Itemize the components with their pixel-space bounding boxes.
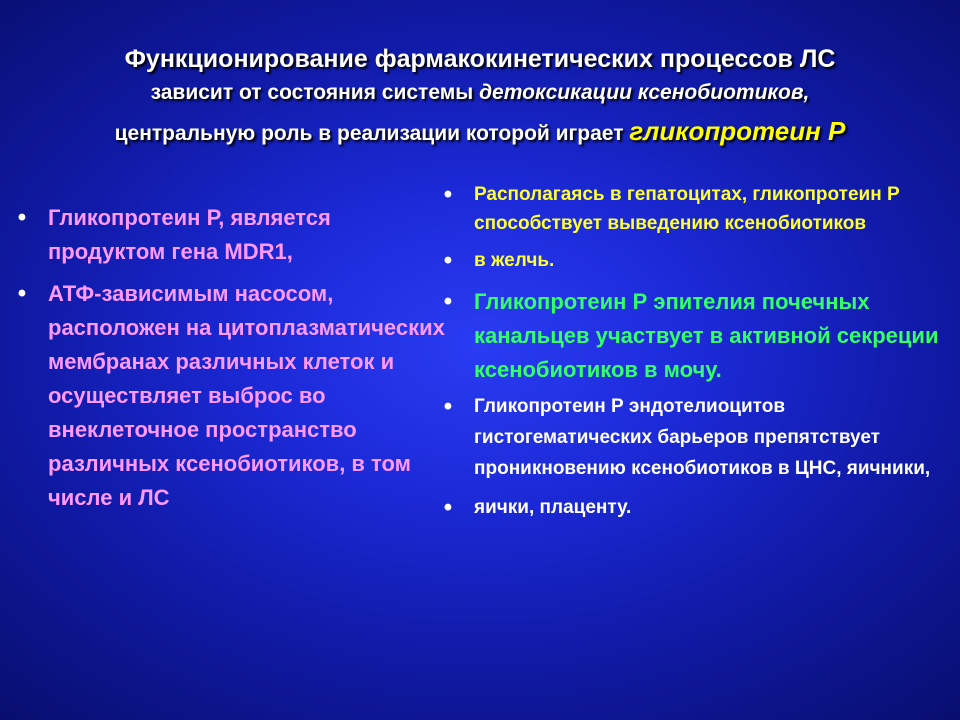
right-item-text: Гликопротеин Р эндотелиоцитов гистогематических барьеров препятствует проникновению ксенобиотиков в ЦНС, яичники, (474, 396, 931, 479)
bullet-icon: • (17, 280, 27, 307)
left-item-text: Гликопротеин Р, является продуктом гена MDR1, (48, 205, 331, 264)
title-line-3 (20, 116, 940, 149)
right-bullet-item (434, 391, 956, 484)
right-item-text: в желчь. (474, 250, 555, 271)
title-line-3-text: центральную роль в реализации которой играет (114, 122, 624, 145)
right-column (434, 180, 956, 523)
left-bullet-item (8, 201, 448, 269)
right-item-text: Гликопротеин Р эпителия почечных канальцев участвует в активной секреции ксенобиотиков в мочу. (474, 289, 939, 382)
right-bullet-item (434, 285, 956, 387)
left-column (8, 201, 448, 515)
right-bullet-item (434, 180, 956, 238)
right-item-text: яички, плаценту. (474, 497, 632, 518)
slide-title (20, 40, 940, 149)
left-item-text: АТФ-зависимым насосом, расположен на цитоплазматических мембранах различных клеток и осуществляет выброс во внеклеточное пространство различных ксенобиотиков, в том числе и ЛС (48, 281, 445, 510)
right-bullet-item (434, 246, 956, 275)
title-line-2-italic: детоксикации ксенобиотиков, (479, 81, 810, 104)
bullet-icon: • (443, 247, 453, 274)
bullet-icon: • (17, 204, 27, 231)
right-bullet-item (434, 492, 956, 523)
title-line-1: Функционирование фармакокинетических процессов ЛС (124, 45, 836, 73)
bullet-icon: • (443, 494, 453, 521)
bullet-icon: • (443, 393, 453, 420)
left-bullet-item (8, 277, 448, 515)
bullet-icon: • (443, 181, 453, 208)
title-line-2 (20, 78, 940, 108)
title-highlight: гликопротеин Р (629, 116, 846, 146)
right-item-text: Располагаясь в гепатоцитах, гликопротеин Р способствует выведению ксенобиотиков (474, 184, 900, 234)
bullet-icon: • (443, 288, 453, 315)
title-line-2-text: зависит от состояния системы (150, 81, 474, 104)
